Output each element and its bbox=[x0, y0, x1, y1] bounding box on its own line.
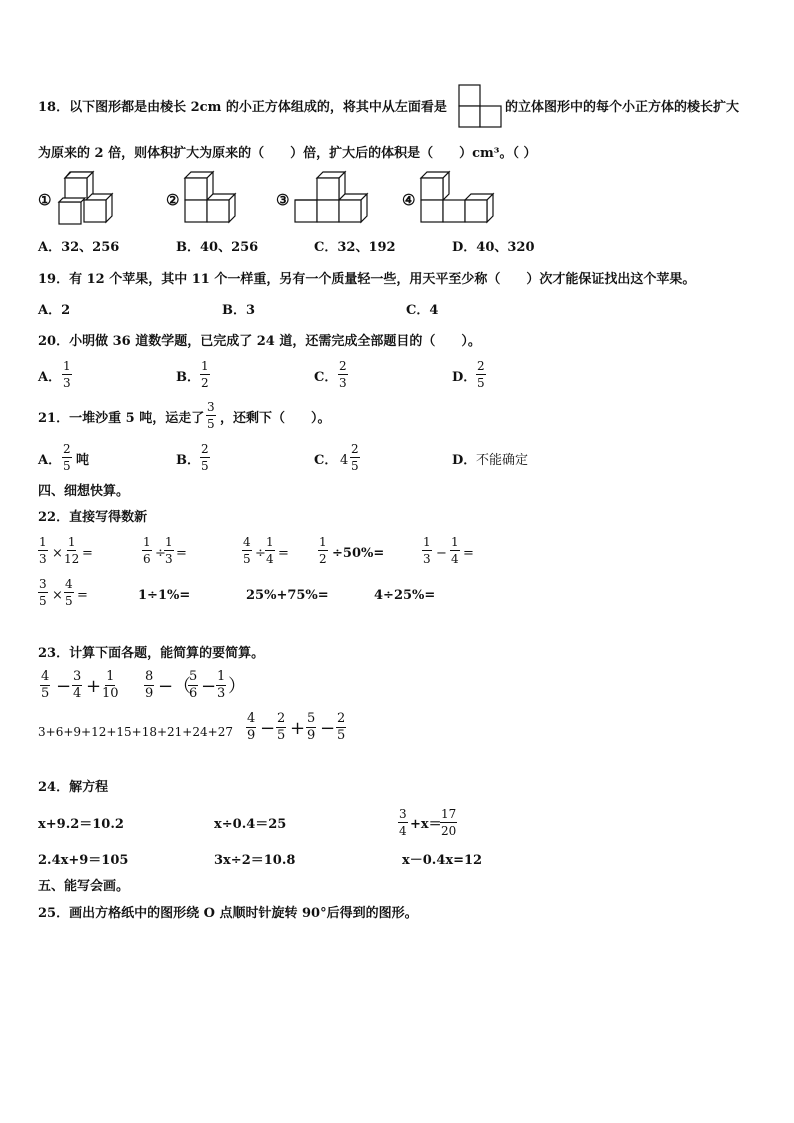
q22-r1-2-frac-a: $\frac{1}{6}$ bbox=[143, 535, 151, 566]
q19-option-c: C．4 bbox=[406, 303, 439, 318]
q21-letter-a: A． bbox=[38, 453, 62, 468]
q20-letter-b: B． bbox=[176, 370, 200, 385]
section-4-heading: 四、细想快算。 bbox=[38, 484, 130, 499]
figure-label-1: ① bbox=[38, 191, 52, 209]
q21-stem-part1: 21．一堆沙重 5 吨，运走了 bbox=[38, 411, 205, 426]
q19-option-a: A．2 bbox=[38, 303, 71, 318]
q24-eq-5: 3x÷2＝10.8 bbox=[214, 853, 296, 868]
q22-r1-4-tail: ÷50%= bbox=[332, 546, 385, 561]
q20-letter-a: A． bbox=[38, 370, 62, 385]
q20-letter-c: C． bbox=[314, 370, 338, 385]
q20-fraction-d: $\frac{2}{5}$ bbox=[477, 359, 485, 390]
figure-label-3: ③ bbox=[276, 191, 290, 209]
q22-r1-2-eq: = bbox=[176, 546, 187, 561]
q21-letter-c: C． bbox=[314, 453, 338, 468]
q23-e4-frac-b: $\frac{2}{5}$ bbox=[277, 711, 286, 743]
q22-r2-1-frac-a: $\frac{3}{5}$ bbox=[39, 577, 47, 608]
q23-e1-op2: + bbox=[86, 676, 102, 697]
figure-label-2: ② bbox=[166, 191, 180, 209]
q19-option-b: B．3 bbox=[222, 303, 256, 318]
cube-figure-2 bbox=[182, 172, 236, 228]
q22-r1-2-op: ÷ bbox=[155, 546, 166, 561]
q22-r1-5-op: − bbox=[436, 546, 447, 561]
q24-eq-2: x÷0.4＝25 bbox=[214, 817, 287, 832]
q23-title: 23．计算下面各题，能简算的要简算。 bbox=[38, 646, 265, 661]
figure-label-4: ④ bbox=[402, 191, 416, 209]
q22-r2-1-frac-b: $\frac{4}{5}$ bbox=[65, 577, 73, 608]
q21-fraction-b: $\frac{2}{5}$ bbox=[201, 442, 209, 473]
q18-option-c: C．32、192 bbox=[314, 240, 396, 255]
q23-e4-op2: + bbox=[290, 718, 306, 739]
q18-option-b: B．40、256 bbox=[176, 240, 259, 255]
q24-eq-1: x+9.2＝10.2 bbox=[38, 817, 124, 832]
q18-option-a: A．32、256 bbox=[38, 240, 120, 255]
q24-eq-3-frac-b: $\frac{17}{20}$ bbox=[441, 807, 457, 838]
q24-title: 24．解方程 bbox=[38, 780, 109, 795]
q20-fraction-a: $\frac{1}{3}$ bbox=[63, 359, 71, 390]
q24-eq-3-frac-a: $\frac{3}{4}$ bbox=[399, 807, 407, 838]
q20-fraction-c: $\frac{2}{3}$ bbox=[339, 359, 347, 390]
left-view-figure bbox=[458, 84, 502, 128]
q22-r1-5-frac-a: $\frac{1}{3}$ bbox=[423, 535, 431, 566]
q21-letter-d: D． bbox=[452, 453, 477, 468]
q21-stem-part2: ，还剩下（ ）。 bbox=[220, 411, 331, 426]
q22-r1-1-op: × bbox=[52, 546, 63, 561]
q21-letter-b: B． bbox=[176, 453, 200, 468]
q23-e2-frac-a: $\frac{8}{9}$ bbox=[145, 669, 154, 701]
q22-r1-3-frac-a: $\frac{4}{5}$ bbox=[243, 535, 251, 566]
q24-eq-6: x－0.4x=12 bbox=[402, 853, 483, 868]
q23-e1-frac-a: $\frac{4}{5}$ bbox=[41, 669, 50, 701]
q21-stem-fraction: $\frac{3}{5}$ bbox=[207, 400, 215, 431]
q18-option-d: D．40、320 bbox=[452, 240, 535, 255]
q18-stem-part2: 的立体图形中的每个小正方体的棱长扩大 bbox=[505, 100, 740, 115]
q23-e2-op1: −（ bbox=[158, 676, 192, 697]
q23-e4-frac-a: $\frac{4}{9}$ bbox=[247, 711, 256, 743]
q22-r1-4-frac-a: $\frac{1}{2}$ bbox=[319, 535, 327, 566]
q23-e4-frac-d: $\frac{2}{5}$ bbox=[337, 711, 346, 743]
q23-e2-close: ） bbox=[228, 676, 246, 697]
q23-e2-op2: − bbox=[201, 676, 217, 697]
q18-stem-part1: 18．以下图形都是由棱长 2cm 的小正方体组成的，将其中从左面看是 bbox=[38, 100, 447, 115]
q20-stem: 20．小明做 36 道数学题，已完成了 24 道，还需完成全部题目的（ ）。 bbox=[38, 334, 481, 349]
q19-stem: 19．有 12 个苹果，其中 11 个一样重，另有一个质量轻一些，用天平至少称（ ）次才能保证找出这个苹果。 bbox=[38, 272, 696, 287]
section-5-heading: 五、能写会画。 bbox=[38, 879, 130, 894]
q23-e2-frac-b: $\frac{5}{6}$ bbox=[189, 669, 198, 701]
q22-r2-1-op: × bbox=[52, 588, 63, 603]
q22-r2-3: 25%+75%= bbox=[246, 588, 329, 603]
q22-r1-5-frac-b: $\frac{1}{4}$ bbox=[451, 535, 459, 566]
q23-e4-op1: − bbox=[260, 718, 276, 739]
q22-r1-1-frac-b: $\frac{1}{12}$ bbox=[64, 535, 80, 566]
q20-letter-d: D． bbox=[452, 370, 477, 385]
q23-e2-frac-c: $\frac{1}{3}$ bbox=[217, 669, 226, 701]
q23-e1-op1: − bbox=[56, 676, 72, 697]
q22-r2-4: 4÷25%= bbox=[374, 588, 436, 603]
q22-r1-3-frac-b: $\frac{1}{4}$ bbox=[266, 535, 274, 566]
cube-figure-1 bbox=[56, 172, 116, 228]
cube-figure-4 bbox=[418, 172, 498, 228]
q23-e4-frac-c: $\frac{5}{9}$ bbox=[307, 711, 316, 743]
q25-stem: 25．画出方格纸中的图形绕 O 点顺时针旋转 90°后得到的图形。 bbox=[38, 906, 418, 921]
q22-r1-3-eq: = bbox=[278, 546, 289, 561]
q22-r2-2: 1÷1%= bbox=[138, 588, 191, 603]
q21-unit-a: 吨 bbox=[76, 453, 90, 468]
q23-e4-op3: − bbox=[320, 718, 336, 739]
q24-eq-4: 2.4x+9＝105 bbox=[38, 853, 129, 868]
q22-r1-5-eq: = bbox=[463, 546, 474, 561]
q23-e1-frac-c: $\frac{1}{10}$ bbox=[102, 669, 119, 701]
q21-option-d: 不能确定 bbox=[476, 453, 529, 468]
q23-e1-frac-b: $\frac{3}{4}$ bbox=[73, 669, 82, 701]
q21-fraction-a: $\frac{2}{5}$ bbox=[63, 442, 71, 473]
q18-stem-line2: 为原来的 2 倍，则体积扩大为原来的（ ）倍，扩大后的体积是（ ）cm³。（ ） bbox=[38, 146, 537, 161]
q20-fraction-b: $\frac{1}{2}$ bbox=[201, 359, 209, 390]
q22-r1-2-frac-b: $\frac{1}{3}$ bbox=[165, 535, 173, 566]
q24-eq-3-mid: +x＝ bbox=[410, 817, 442, 832]
q22-title: 22．直接写得数新 bbox=[38, 510, 148, 525]
q22-r1-1-frac-a: $\frac{1}{3}$ bbox=[39, 535, 47, 566]
q21-whole-c: 4 bbox=[340, 453, 349, 468]
q21-fraction-c: $\frac{2}{5}$ bbox=[351, 442, 359, 473]
q22-r1-3-op: ÷ bbox=[255, 546, 266, 561]
q22-r2-1-eq: = bbox=[77, 588, 88, 603]
q22-r1-1-eq: = bbox=[82, 546, 93, 561]
q23-e3: 3+6+9+12+15+18+21+24+27 bbox=[38, 725, 233, 739]
cube-figure-3 bbox=[292, 172, 368, 228]
